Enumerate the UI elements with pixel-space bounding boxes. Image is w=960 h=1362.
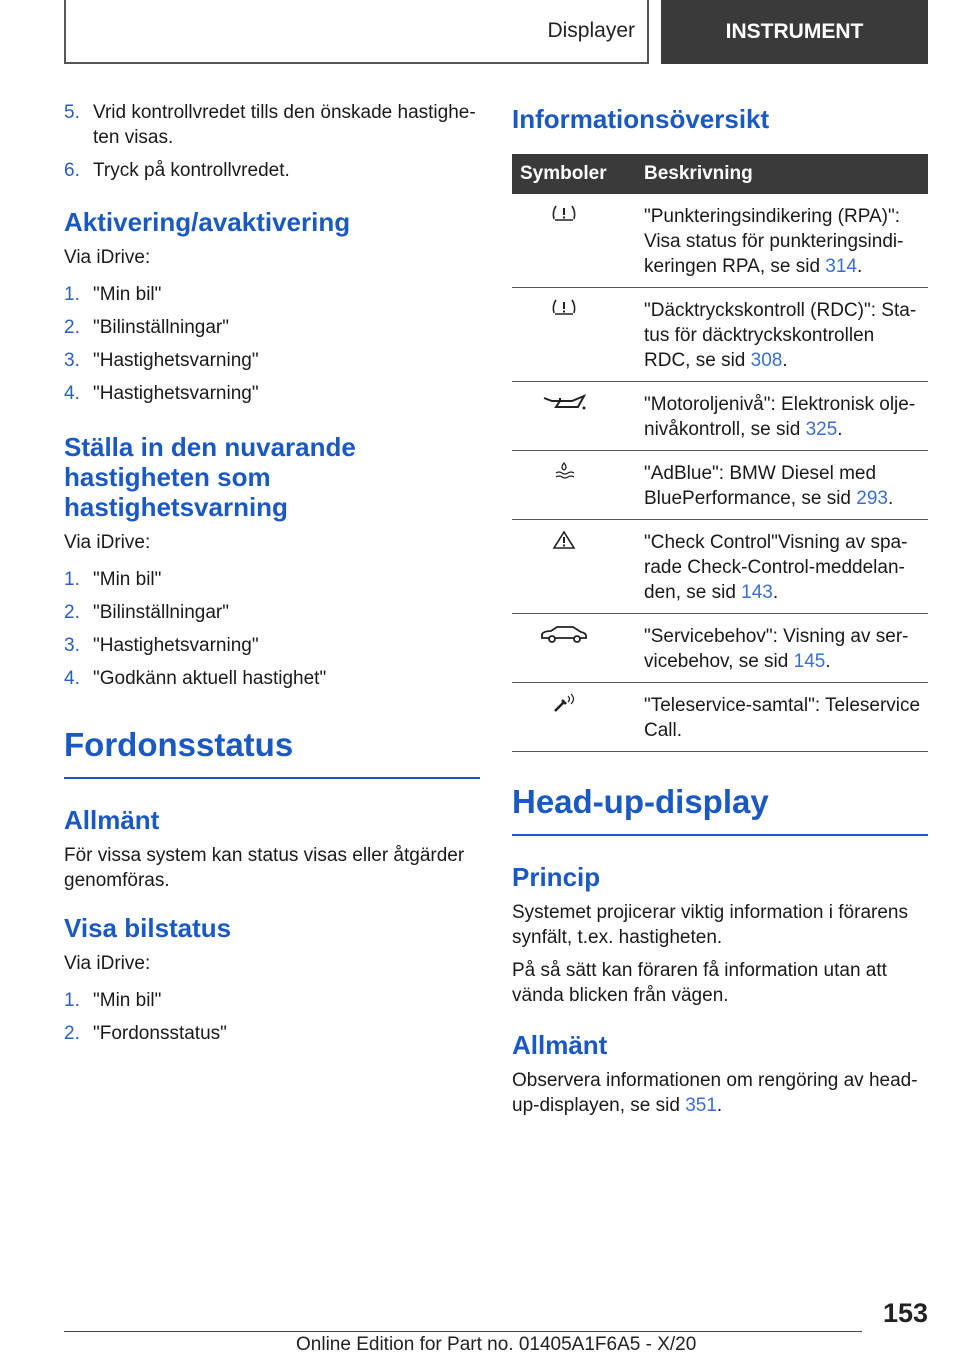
tire-pressure-warning-icon xyxy=(549,302,579,323)
hud-heading: Head-up-display xyxy=(512,782,928,836)
info-table xyxy=(512,154,928,752)
table-row xyxy=(512,520,928,614)
list-item: 5. Vrid kontrollvredet tills den önskade hastigheten visas. xyxy=(64,102,476,148)
vehicle-status-heading: Fordonsstatus xyxy=(64,725,480,779)
page-link[interactable]: 325 xyxy=(805,419,838,440)
row-description: "AdBlue": BMW Diesel med BluePerformance, se sid 293. xyxy=(636,451,928,520)
section-title: Displayer xyxy=(64,0,649,64)
page-link[interactable]: 314 xyxy=(825,256,857,277)
via-idrive: Via iDrive: xyxy=(64,532,151,553)
list-item: 3. "Hastighetsvarning" xyxy=(64,350,259,371)
list-item: 1. "Min bil" xyxy=(64,990,162,1011)
page-link[interactable]: 145 xyxy=(793,651,826,672)
col-symbols-header: Symboler xyxy=(512,154,636,194)
row-description: "Däcktryckskontroll (RDC)": Status för däcktryckskontrollen RDC, se sid 308. xyxy=(636,288,928,382)
page-link[interactable]: 308 xyxy=(750,350,783,371)
row-description: "Punkteringsindikering (RPA)": Visa status för punkteringsindikeringen RPA, se sid 314. xyxy=(636,194,928,288)
overview-title: Informationsöversikt xyxy=(512,104,770,134)
general-text: För vissa system kan status visas eller åtgärder genomföras. xyxy=(64,845,465,891)
page-link[interactable]: 351 xyxy=(685,1095,717,1116)
show-status-heading: Visa bilstatus xyxy=(64,913,232,943)
list-item: 6. Tryck på kontrollvredet. xyxy=(64,160,290,181)
list-item: 4. "Godkänn aktuell hastighet" xyxy=(64,668,327,689)
col-description-header: Beskrivning xyxy=(636,154,928,194)
teleservice-wrench-icon xyxy=(551,697,577,718)
page-link[interactable]: 293 xyxy=(856,488,888,509)
table-row xyxy=(512,194,928,288)
page-header xyxy=(64,0,928,64)
footer-edition: Online Edition for Part no. 01405A1F6A5 - X/20 xyxy=(296,1334,697,1355)
list-item: 3. "Hastighetsvarning" xyxy=(64,635,259,656)
list-item: 2. "Fordonsstatus" xyxy=(64,1023,227,1044)
right-column xyxy=(512,100,928,1126)
hud-general-heading: Allmänt xyxy=(512,1030,608,1060)
table-row xyxy=(512,683,928,752)
footer-divider xyxy=(64,1331,862,1332)
adblue-icon xyxy=(552,465,576,486)
general-heading: Allmänt xyxy=(64,805,160,835)
list-item: 4. "Hastighetsvarning" xyxy=(64,383,259,404)
row-description: "Check Control"Visning av sparade Check-Control-meddelanden, se sid 143. xyxy=(636,520,928,614)
table-row xyxy=(512,614,928,683)
via-idrive: Via iDrive: xyxy=(64,953,151,974)
page-link[interactable]: 143 xyxy=(741,582,773,603)
tire-pressure-warning-icon xyxy=(549,208,579,229)
row-description: "Motoroljenivå": Elektronisk oljenivåkontroll, se sid 325. xyxy=(636,382,928,451)
principle-text-1: Systemet projicerar viktig information i förarens synfält, t.ex. hastigheten. xyxy=(512,902,908,948)
table-row xyxy=(512,382,928,451)
row-description: "Servicebehov": Visning av servicebehov, se sid 145. xyxy=(636,614,928,683)
principle-heading: Princip xyxy=(512,862,601,892)
chapter-title: INSTRUMENT xyxy=(661,0,928,64)
hud-general-text: Observera informationen om rengöring av head-up-displayen, se sid 351. xyxy=(512,1070,918,1116)
left-column xyxy=(64,100,480,1054)
top-list xyxy=(64,100,480,183)
activation-steps xyxy=(64,282,480,406)
list-item: 1. "Min bil" xyxy=(64,569,162,590)
page-number: 153 xyxy=(882,1298,928,1328)
show-status-steps xyxy=(64,988,480,1046)
table-row xyxy=(512,451,928,520)
list-item: 2. "Bilinställningar" xyxy=(64,602,229,623)
warning-triangle-icon xyxy=(552,534,576,555)
row-description: "Teleservice-samtal": Teleservice Call. xyxy=(636,683,928,752)
set-speed-heading: Ställa in den nuvarande hastigheten som hastighetsvarning xyxy=(64,432,356,522)
table-row xyxy=(512,288,928,382)
oil-can-icon xyxy=(540,396,588,417)
car-service-icon xyxy=(539,628,589,649)
set-speed-steps xyxy=(64,567,480,691)
via-idrive: Via iDrive: xyxy=(64,247,151,268)
principle-text-2: På så sätt kan föraren få information utan att vända blicken från vägen. xyxy=(512,960,887,1006)
list-item: 2. "Bilinställningar" xyxy=(64,317,229,338)
activation-heading: Aktivering/avaktivering xyxy=(64,207,351,237)
list-item: 1. "Min bil" xyxy=(64,284,162,305)
